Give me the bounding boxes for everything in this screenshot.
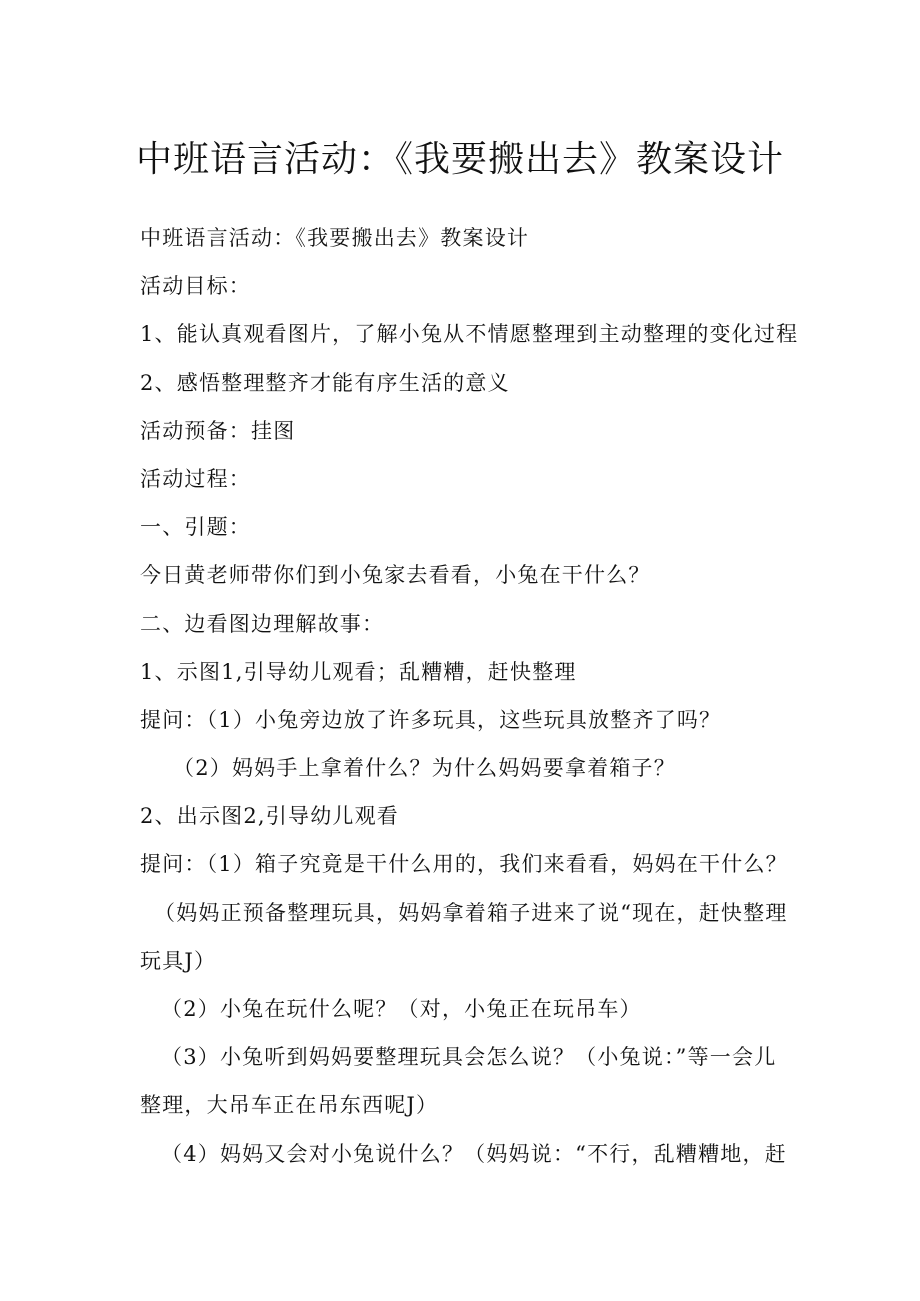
paragraph-intro-text: 今日黄老师带你们到小兔家去看看，小兔在干什么？: [140, 563, 651, 588]
paragraph-question-2-3-cont: 整理，大吊车正在吊东西呢J）: [140, 1093, 439, 1118]
paragraph-answer-2-1-cont: 玩具J）: [140, 948, 217, 973]
paragraph-question-2-1: 提问：（1）箱子究竟是干什么用的，我们来看看，妈妈在干什么？: [140, 852, 788, 877]
paragraph-question-2-4: （4）妈妈又会对小兔说什么？（妈妈说：“不行，乱糟糟地，赶: [161, 1141, 787, 1166]
paragraph-goal-2: 2、感悟整理整齐才能有序生活的意义: [140, 370, 510, 395]
paragraph-question-1-1: 提问：（1）小兔旁边放了许多玩具，这些玩具放整齐了吗？: [140, 707, 722, 732]
paragraph-process-heading: 活动过程：: [140, 466, 251, 491]
paragraph-story-heading: 二、边看图边理解故事：: [140, 611, 385, 636]
paragraph-answer-2-1: （妈妈正预备整理玩具，妈妈拿着箱子进来了说“现在，赶快整理: [154, 900, 788, 925]
paragraph-question-1-2: （2）妈妈手上拿着什么？为什么妈妈要拿着箱子？: [173, 756, 676, 781]
paragraph-intro-heading: 一、引题：: [140, 515, 251, 540]
paragraph-step-1: 1、示图1,引导幼儿观看；乱糟糟，赶快整理: [140, 659, 577, 684]
paragraph-goal-1: 1、能认真观看图片，了解小兔从不情愿整理到主动整理的变化过程: [140, 322, 799, 347]
paragraph-step-2: 2、出示图2,引导幼儿观看: [140, 804, 399, 829]
paragraph-preparation: 活动预备：挂图: [140, 418, 296, 443]
paragraph-subtitle: 中班语言活动：《我要搬出去》教案设计: [140, 226, 530, 250]
paragraph-question-2-2: （2）小兔在玩什么呢？（对，小兔正在玩吊车）: [161, 997, 642, 1021]
document-title: 中班语言活动：《我要搬出去》教案设计: [135, 139, 784, 180]
paragraph-question-2-3: （3）小兔听到妈妈要整理玩具会怎么说？（小兔说：”等一会儿: [161, 1045, 777, 1070]
document-body: [140, 218, 799, 1182]
paragraph-goals-heading: 活动目标：: [140, 274, 251, 299]
